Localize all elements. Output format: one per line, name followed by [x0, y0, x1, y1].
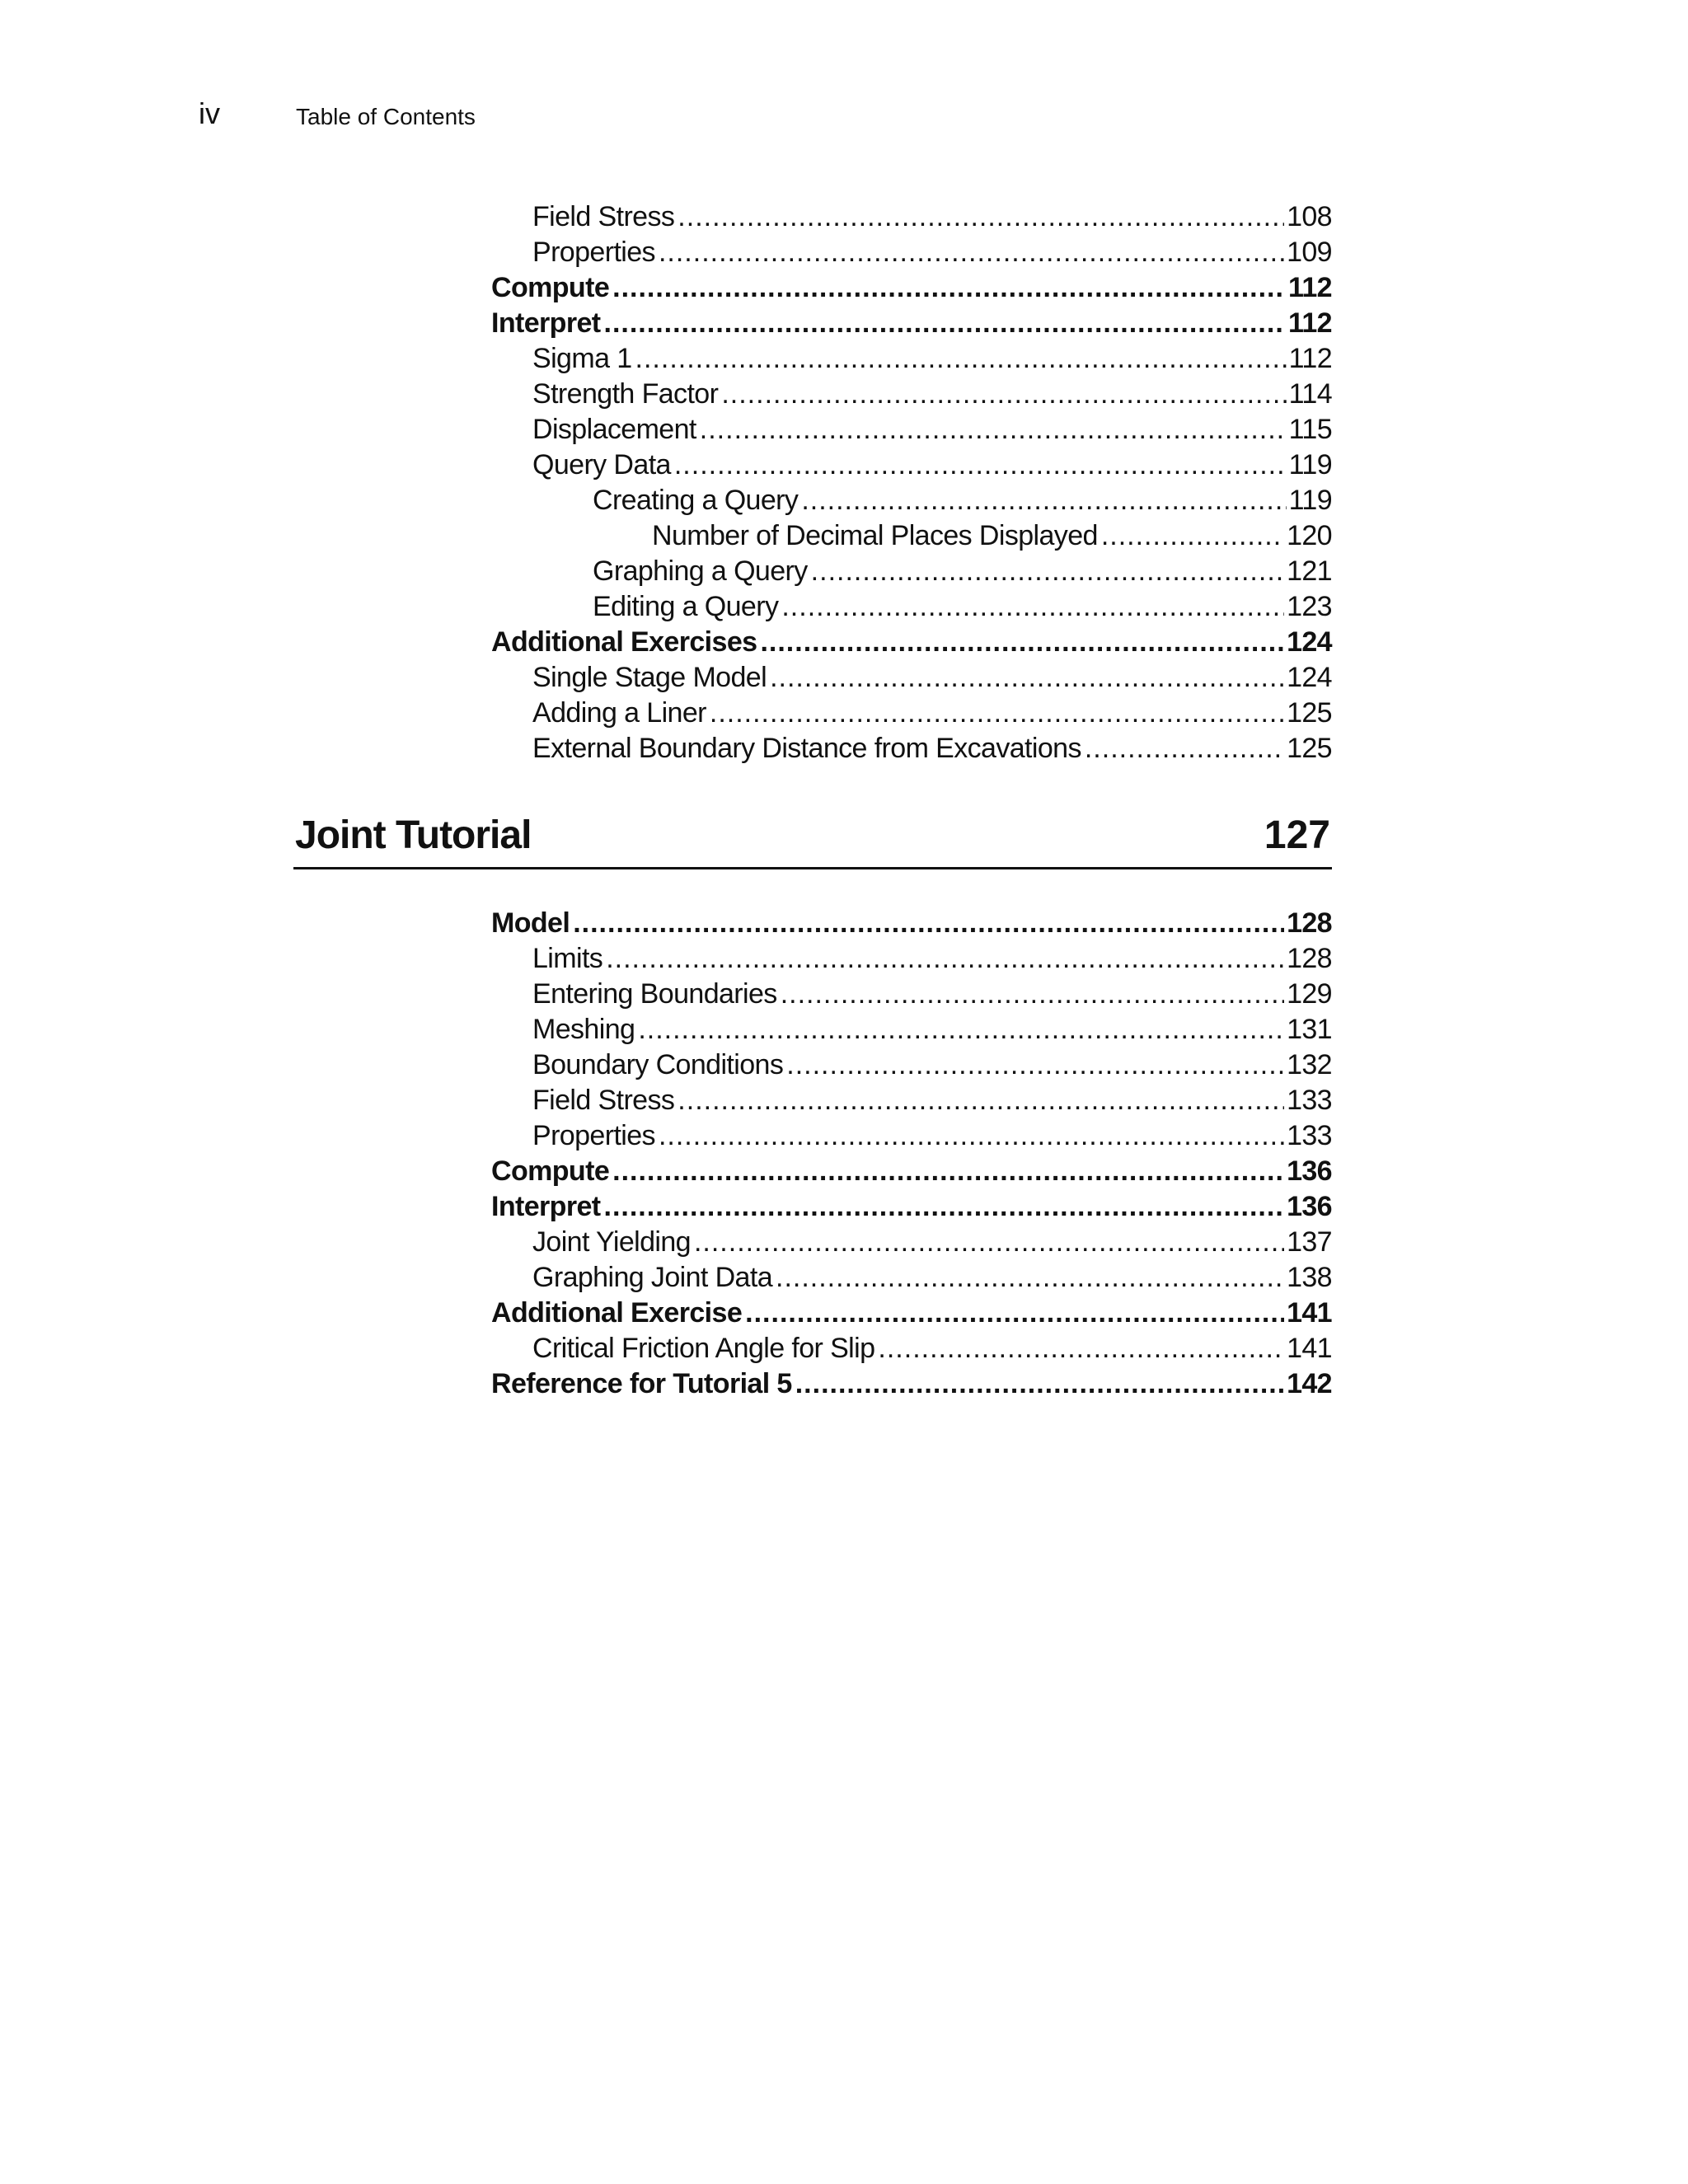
toc-dot-leader — [604, 306, 1286, 341]
toc-dot-leader — [786, 1047, 1284, 1083]
toc-entry-page-number: 128 — [1287, 943, 1332, 974]
toc-entry[interactable] — [491, 977, 1332, 1012]
toc-entry[interactable] — [491, 1225, 1332, 1260]
toc-entry-title: Limits — [532, 943, 603, 974]
toc-entry-title: Joint Yielding — [532, 1226, 691, 1258]
toc-entry-title: Creating a Query — [593, 485, 799, 516]
toc-entry-page-number: 121 — [1287, 555, 1332, 587]
toc-dot-leader — [745, 1296, 1284, 1331]
toc-entry-page-number: 131 — [1287, 1014, 1332, 1045]
toc-entry-page-number: 120 — [1287, 520, 1332, 551]
toc-entry-page-number: 141 — [1287, 1297, 1332, 1329]
toc-dot-leader — [612, 270, 1286, 306]
toc-entry-page-number: 115 — [1288, 414, 1332, 445]
toc-dot-leader — [721, 377, 1286, 412]
toc-dot-leader — [635, 341, 1287, 377]
toc-dot-leader — [1085, 731, 1284, 766]
toc-entry-page-number: 124 — [1287, 662, 1332, 693]
toc-entry[interactable] — [491, 1189, 1332, 1225]
toc-dot-leader — [878, 1331, 1284, 1366]
toc-dot-leader — [1101, 518, 1284, 554]
toc-entry[interactable] — [491, 906, 1332, 941]
toc-entry-page-number: 136 — [1287, 1191, 1332, 1222]
toc-entry[interactable] — [491, 1260, 1332, 1296]
toc-entry[interactable] — [491, 1296, 1332, 1331]
chapter-page-number: 127 — [1264, 813, 1330, 857]
toc-entry-page-number: 108 — [1287, 201, 1332, 232]
toc-entry[interactable] — [491, 199, 1332, 235]
toc-entry[interactable] — [491, 1118, 1332, 1154]
toc-dot-leader — [606, 941, 1284, 977]
toc-entry-page-number: 138 — [1287, 1262, 1332, 1293]
toc-dot-leader — [781, 977, 1284, 1012]
toc-entry[interactable] — [491, 448, 1332, 483]
toc-entry-page-number: 124 — [1287, 626, 1332, 658]
toc-entry-page-number: 112 — [1287, 307, 1332, 339]
toc-entry-page-number: 137 — [1287, 1226, 1332, 1258]
toc-entry-page-number: 132 — [1287, 1049, 1332, 1080]
toc-entry-title: Field Stress — [532, 201, 675, 232]
toc-entry-title: Properties — [532, 1120, 655, 1151]
toc-entry-title: Properties — [532, 237, 655, 268]
toc-dot-leader — [710, 696, 1284, 731]
toc-entry[interactable] — [491, 270, 1332, 306]
toc-entry[interactable] — [491, 941, 1332, 977]
toc-entry[interactable] — [491, 696, 1332, 731]
toc-dot-leader — [760, 625, 1284, 660]
toc-dot-leader — [674, 448, 1287, 483]
toc-dot-leader — [776, 1260, 1284, 1296]
toc-dot-leader — [781, 589, 1284, 625]
toc-dot-leader — [694, 1225, 1284, 1260]
toc-dot-leader — [801, 483, 1286, 518]
toc-entry[interactable] — [491, 589, 1332, 625]
toc-dot-leader — [678, 199, 1284, 235]
toc-entry-title: Single Stage Model — [532, 662, 767, 693]
toc-entry[interactable] — [491, 1012, 1332, 1047]
toc-entry-title: Model — [491, 907, 570, 939]
toc-entry-title: Displacement — [532, 414, 696, 445]
toc-entry-title: External Boundary Distance from Excavations — [532, 733, 1081, 764]
toc-entry-title: Interpret — [491, 307, 601, 339]
toc-entry[interactable] — [491, 731, 1332, 766]
toc-dot-leader — [604, 1189, 1285, 1225]
toc-entry-title: Entering Boundaries — [532, 978, 777, 1010]
toc-entry-page-number: 128 — [1287, 907, 1332, 939]
toc-entry[interactable] — [491, 412, 1332, 448]
toc-entry-title: Number of Decimal Places Displayed — [652, 520, 1098, 551]
toc-entry-title: Sigma 1 — [532, 343, 632, 374]
toc-entry-title: Field Stress — [532, 1085, 675, 1116]
toc-entry[interactable] — [491, 625, 1332, 660]
toc-entry-page-number: 125 — [1287, 733, 1332, 764]
toc-entry-page-number: 141 — [1287, 1333, 1332, 1364]
toc-entry-page-number: 114 — [1288, 378, 1332, 410]
toc-entry-title: Additional Exercises — [491, 626, 757, 658]
toc-entry-page-number: 133 — [1287, 1120, 1332, 1151]
chapter-heading[interactable] — [293, 809, 1332, 869]
toc-entry-title: Strength Factor — [532, 378, 719, 410]
toc-entry[interactable] — [491, 235, 1332, 270]
running-title: Table of Contents — [296, 104, 476, 129]
toc-entry[interactable] — [491, 660, 1332, 696]
toc-dot-leader — [700, 412, 1287, 448]
toc-entry-page-number: 109 — [1287, 237, 1332, 268]
toc-entry-title: Critical Friction Angle for Slip — [532, 1333, 875, 1364]
toc-dot-leader — [612, 1154, 1284, 1189]
toc-entry-page-number: 119 — [1288, 449, 1332, 480]
toc-entry[interactable] — [491, 306, 1332, 341]
toc-entry-page-number: 123 — [1287, 591, 1332, 622]
toc-entry[interactable] — [491, 1366, 1332, 1402]
toc-entry-page-number: 136 — [1287, 1155, 1332, 1187]
toc-entry[interactable] — [491, 1154, 1332, 1189]
toc-dot-leader — [573, 906, 1284, 941]
toc-entry-title: Interpret — [491, 1191, 601, 1222]
toc-entry-title: Boundary Conditions — [532, 1049, 784, 1080]
toc-entry-title: Reference for Tutorial 5 — [491, 1368, 792, 1399]
toc-entry-title: Compute — [491, 1155, 610, 1187]
toc-entry-title: Compute — [491, 272, 610, 303]
toc-entry-page-number: 129 — [1287, 978, 1332, 1010]
toc-entry[interactable] — [491, 377, 1332, 412]
toc-entry-title: Additional Exercise — [491, 1297, 743, 1329]
toc-entry-page-number: 112 — [1287, 272, 1332, 303]
toc-entry-title: Editing a Query — [593, 591, 779, 622]
toc-entry-title: Adding a Liner — [532, 697, 706, 729]
toc-entry[interactable] — [491, 483, 1332, 518]
page-header — [0, 0, 1688, 165]
toc-entry-page-number: 119 — [1288, 485, 1332, 516]
chapter-title: Joint Tutorial — [295, 813, 532, 857]
toc-entry[interactable] — [491, 1331, 1332, 1366]
toc-entry-page-number: 133 — [1287, 1085, 1332, 1116]
toc-section-2 — [491, 906, 1332, 1402]
toc-entry-title: Meshing — [532, 1014, 635, 1045]
toc-entry[interactable] — [491, 1083, 1332, 1118]
toc-dot-leader — [659, 235, 1284, 270]
toc-entry-title: Query Data — [532, 449, 671, 480]
toc-entry-title: Graphing a Query — [593, 555, 808, 587]
toc-entry[interactable] — [491, 341, 1332, 377]
toc-dot-leader — [770, 660, 1284, 696]
toc-entry[interactable] — [491, 554, 1332, 589]
toc-entry[interactable] — [491, 1047, 1332, 1083]
toc-entry-page-number: 125 — [1287, 697, 1332, 729]
toc-dot-leader — [811, 554, 1284, 589]
toc-dot-leader — [638, 1012, 1284, 1047]
toc-entry-page-number: 142 — [1287, 1368, 1332, 1399]
toc-entry-page-number: 112 — [1288, 343, 1332, 374]
toc-dot-leader — [678, 1083, 1284, 1118]
toc-section-1 — [491, 199, 1332, 766]
toc-entry[interactable] — [491, 518, 1332, 554]
toc-entry-title: Graphing Joint Data — [532, 1262, 772, 1293]
toc-dot-leader — [659, 1118, 1284, 1154]
toc-dot-leader — [795, 1366, 1284, 1402]
page-number: iv — [199, 96, 220, 130]
